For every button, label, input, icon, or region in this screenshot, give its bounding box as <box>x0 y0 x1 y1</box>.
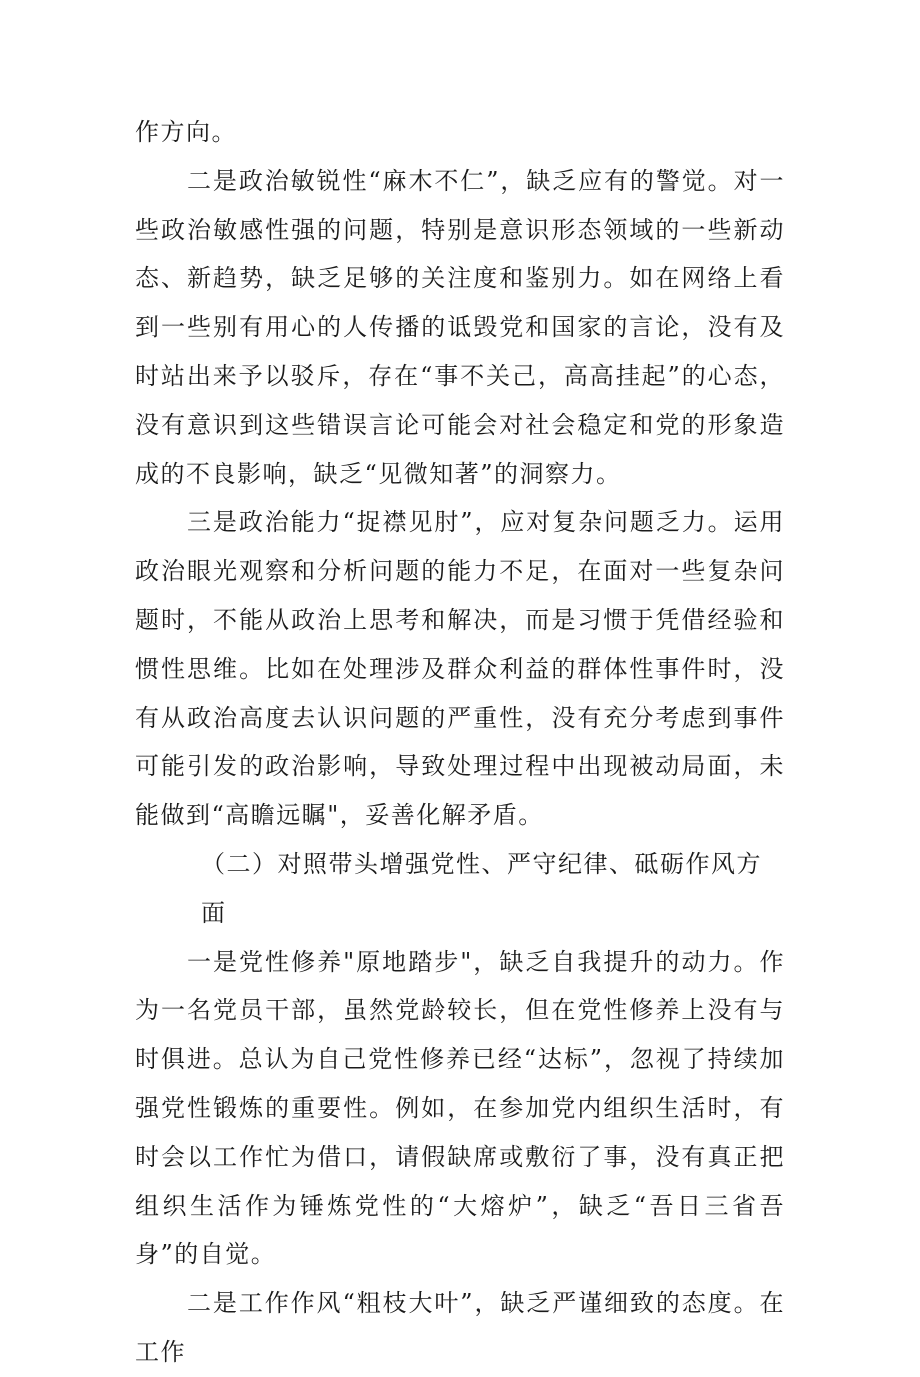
paragraph-continuation: 作方向。 <box>135 118 237 146</box>
section-heading-2: （二）对照带头增强党性、严守纪律、砥砺作风方面 <box>201 849 762 927</box>
paragraph-work-style: 二是工作作风“粗枝大叶”，缺乏严谨细致的态度。在工作 <box>135 1289 785 1366</box>
paragraph-party-spirit: 一是党性修养"原地踏步"，缺乏自我提升的动力。作为一名党员干部，虽然党龄较长，但在党性修养上没有与时俱进。总认为自己党性修养已经“达标”，忽视了持续加强党性锻炼的重要性。例如，在参加党内组织生活时，有时会以工作忙为借口，请假缺席或敷衍了事，没有真正把组织生活作为锤炼党性的“大熔炉”，缺乏“吾日三省吾身”的自觉。 <box>135 947 785 1269</box>
paragraph-political-sensitivity: 二是政治敏锐性“麻木不仁”，缺乏应有的警觉。对一些政治敏感性强的问题，特别是意识形态领域的一些新动态、新趋势，缺乏足够的关注度和鉴别力。如在网络上看到一些别有用心的人传播的诋毁党和国家的言论，没有及时站出来予以驳斥，存在“事不关己，高高挂起”的心态，没有意识到这些错误言论可能会对社会稳定和党的形象造成的不良影响，缺乏“见微知著”的洞察力。 <box>135 166 785 488</box>
paragraph-political-ability: 三是政治能力“捉襟见肘”，应对复杂问题乏力。运用政治眼光观察和分析问题的能力不足，在面对一些复杂问题时，不能从政治上思考和解决，而是习惯于凭借经验和惯性思维。比如在处理涉及群众利益的群体性事件时，没有从政治高度去认识问题的严重性，没有充分考虑到事件可能引发的政治影响，导致处理过程中出现被动局面，未能做到“高瞻远瞩"，妥善化解矛盾。 <box>135 508 785 830</box>
document-body <box>135 108 785 1377</box>
